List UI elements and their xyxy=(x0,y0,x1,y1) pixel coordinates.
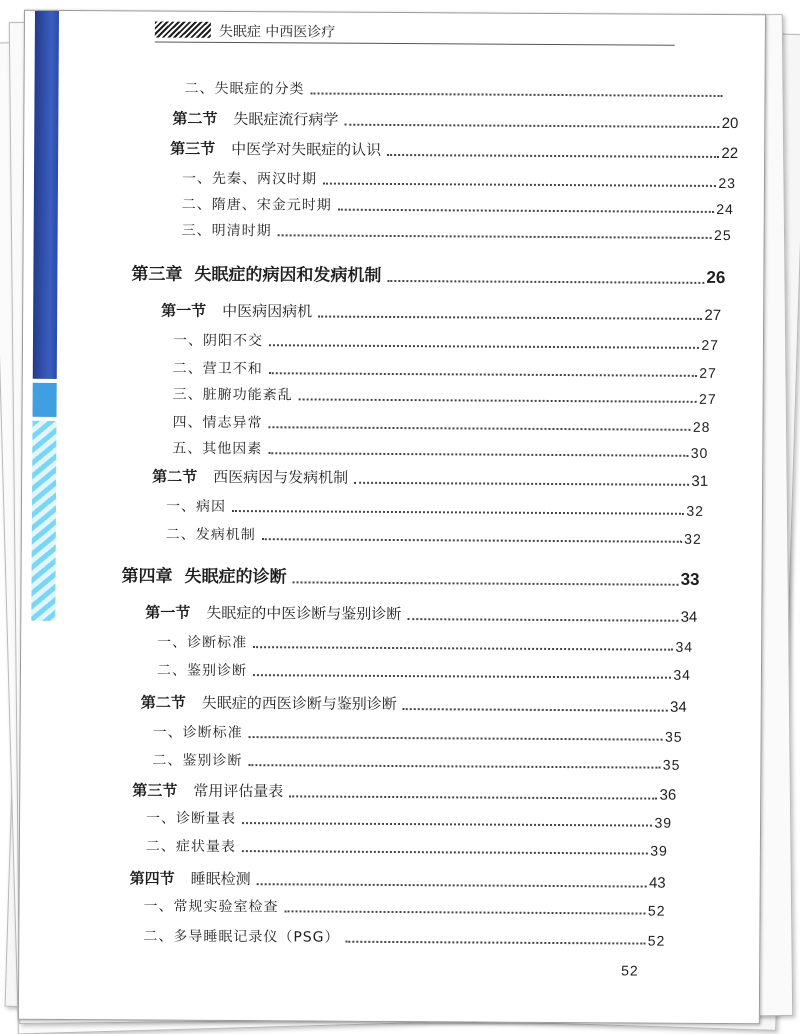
toc-page-number: 30 xyxy=(690,444,709,461)
toc-entry-item xyxy=(173,330,719,353)
toc-entry-title: 失眠症的中医诊断与鉴别诊断 xyxy=(206,603,402,624)
toc-page-number: 28 xyxy=(692,418,711,435)
toc-entry-item xyxy=(173,384,717,407)
toc-page-number: 36 xyxy=(659,786,677,804)
toc-dot-leader xyxy=(262,537,682,543)
header-title: 失眠症 中西医诊疗 xyxy=(218,23,336,41)
toc-entry-item xyxy=(173,358,717,381)
toc-page-number: 52 xyxy=(647,932,666,949)
toc-entry-number: 第四节 xyxy=(129,869,175,888)
toc-page-number: 27 xyxy=(701,336,720,353)
toc-entry-item xyxy=(143,895,665,918)
toc-page-number: 43 xyxy=(648,874,666,892)
toc-entry-section xyxy=(170,138,738,162)
toc-entry-title: 一、阴阳不交 xyxy=(172,332,264,350)
toc-dot-leader xyxy=(299,397,697,402)
toc-entry-item xyxy=(182,220,732,243)
toc-entry-title: 一、先秦、两汉时期 xyxy=(181,170,318,188)
toc-entry-title: 中医病因病机 xyxy=(222,301,313,321)
toc-entry-chapter xyxy=(121,561,699,590)
toc-entry-item xyxy=(146,835,668,858)
toc-page-number: 27 xyxy=(704,306,722,324)
toc-entry-title: 三、明清时期 xyxy=(181,222,272,240)
toc-dot-leader xyxy=(268,451,688,457)
toc-entry-title: 失眠症的诊断 xyxy=(184,566,287,588)
toc-page-number: 32 xyxy=(686,502,705,519)
toc-dot-leader xyxy=(253,673,671,679)
toc-dot-leader xyxy=(346,940,646,945)
toc-page-number: 25 xyxy=(714,226,732,244)
toc-entry-section xyxy=(132,779,676,803)
toc-entry-title: 一、诊断标准 xyxy=(157,634,248,652)
toc-entry-title: 四、情志异常 xyxy=(172,414,263,432)
toc-page-number: 39 xyxy=(654,814,673,831)
toc-dot-leader xyxy=(253,645,673,651)
toc-entry-title: 西医病因与发病机制 xyxy=(213,467,349,487)
toc-entry-title: 一、诊断量表 xyxy=(146,810,237,828)
toc-entry-number: 第二节 xyxy=(140,693,186,712)
toc-entry-title: 二、症状量表 xyxy=(145,838,236,856)
toc-page-number: 35 xyxy=(664,728,683,745)
toc-entry-title: 中医学对失眠症的认识 xyxy=(231,140,382,159)
toc-dot-leader xyxy=(318,315,702,320)
toc-page-number: 26 xyxy=(706,267,726,288)
toc-entry-section xyxy=(130,867,666,891)
toc-entry-section xyxy=(141,691,687,715)
toc-entry-title: 失眠症的西医诊断与鉴别诊断 xyxy=(201,693,397,714)
toc-entry-title: 二、多导睡眠记录仪（PSG） xyxy=(143,928,340,946)
toc-entry-title: 一、病因 xyxy=(165,498,227,515)
toc-page-number: 31 xyxy=(691,472,709,490)
toc-entry-item xyxy=(153,722,683,745)
toc-page-number: 22 xyxy=(721,144,739,163)
toc-entry-title: 二、鉴别诊断 xyxy=(156,662,248,680)
toc-entry-number: 第三节 xyxy=(132,781,178,800)
toc-entry-title: 一、常规实验室检查 xyxy=(143,898,279,916)
toc-entry-item xyxy=(146,807,672,830)
toc-entry-item xyxy=(172,412,710,435)
toc-page-number: 34 xyxy=(675,638,694,655)
toc-entry-title: 常用评估量表 xyxy=(193,781,284,801)
toc-page-number: 24 xyxy=(716,200,734,218)
toc-dot-leader xyxy=(344,123,719,128)
toc-dot-leader xyxy=(310,91,722,97)
toc-entry-title: 二、失眠症的分类 xyxy=(184,80,305,98)
toc-entry-title: 失眠症流行病学 xyxy=(233,110,339,129)
toc-dot-leader xyxy=(293,580,679,585)
toc-page-number: 32 xyxy=(684,530,702,547)
toc-entry-chapter xyxy=(131,259,725,288)
toc-entry-item xyxy=(157,660,691,683)
toc-entry-section xyxy=(152,466,708,490)
toc-dot-leader xyxy=(387,279,704,284)
toc-page-number: 27 xyxy=(699,364,717,381)
toc-page xyxy=(18,10,766,1025)
toc-entry-item xyxy=(182,194,734,217)
toc-page-number: 23 xyxy=(718,174,737,192)
toc-dot-leader xyxy=(278,233,712,239)
toc-dot-leader xyxy=(249,735,663,741)
toc-page-number: 34 xyxy=(680,608,698,626)
toc-entry-number: 第三节 xyxy=(170,139,216,158)
toc-entry-number: 第四章 xyxy=(121,566,173,587)
toc-dot-leader xyxy=(289,794,657,799)
toc-page-number: 39 xyxy=(650,842,668,859)
toc-page-number: 35 xyxy=(662,756,681,773)
toc-page-number: 20 xyxy=(721,114,739,133)
toc-entry-number: 第一节 xyxy=(145,603,191,622)
toc-page-number: 34 xyxy=(673,666,692,683)
toc-entry-item xyxy=(157,632,693,655)
toc-dot-leader xyxy=(232,509,684,515)
toc-entry-item xyxy=(172,438,708,461)
toc-dot-leader xyxy=(338,208,714,213)
toc-dot-leader xyxy=(269,343,699,349)
toc-dot-leader xyxy=(354,481,689,486)
toc-dot-leader xyxy=(407,617,678,622)
toc-entry-section xyxy=(161,300,721,324)
toc-entry-title: 二、营卫不和 xyxy=(172,360,263,378)
toc-dot-leader xyxy=(284,909,645,914)
toc-trailing-page xyxy=(619,962,675,978)
toc-entry-item xyxy=(166,496,704,519)
toc-dot-leader xyxy=(387,153,719,158)
toc-entry-number: 第三章 xyxy=(131,264,183,285)
toc-page-number: 27 xyxy=(699,390,717,407)
toc-page-number: 34 xyxy=(670,698,687,716)
toc-page-number: 52 xyxy=(647,902,666,919)
toc-dot-leader xyxy=(242,821,652,827)
toc-entry-title: 睡眠检测 xyxy=(190,869,251,889)
toc-page-number: 52 xyxy=(621,962,639,979)
toc-dot-leader xyxy=(257,882,647,887)
toc-dot-leader xyxy=(269,371,697,377)
toc-entry-item xyxy=(143,925,665,948)
toc-entry-title: 失眠症的病因和发病机制 xyxy=(194,264,382,286)
toc-dot-leader xyxy=(268,425,690,431)
toc-dot-leader xyxy=(403,707,668,712)
toc-entry-title: 五、其他因素 xyxy=(172,440,263,458)
toc-entry-title: 二、鉴别诊断 xyxy=(152,752,243,770)
table-of-contents xyxy=(19,11,765,1024)
toc-entry-item xyxy=(166,524,702,547)
toc-entry-title: 三、脏腑功能紊乱 xyxy=(172,386,293,404)
toc-entry-item xyxy=(152,750,680,773)
toc-entry-title: 二、隋唐、宋金元时期 xyxy=(181,196,332,214)
toc-entry-section xyxy=(145,601,697,625)
toc-entry-title: 一、诊断标准 xyxy=(152,724,243,742)
toc-entry-number: 第一节 xyxy=(161,301,207,320)
toc-entry-item xyxy=(184,78,724,101)
toc-dot-leader xyxy=(242,849,648,854)
toc-page-number: 33 xyxy=(680,569,700,589)
toc-entry-item xyxy=(182,168,736,191)
toc-dot-leader xyxy=(248,763,660,769)
toc-entry-number: 第二节 xyxy=(172,109,218,128)
toc-dot-leader xyxy=(323,182,716,187)
toc-entry-number: 第二节 xyxy=(152,467,198,486)
toc-entry-title: 二、发病机制 xyxy=(165,526,256,544)
toc-entry-section xyxy=(172,108,738,132)
